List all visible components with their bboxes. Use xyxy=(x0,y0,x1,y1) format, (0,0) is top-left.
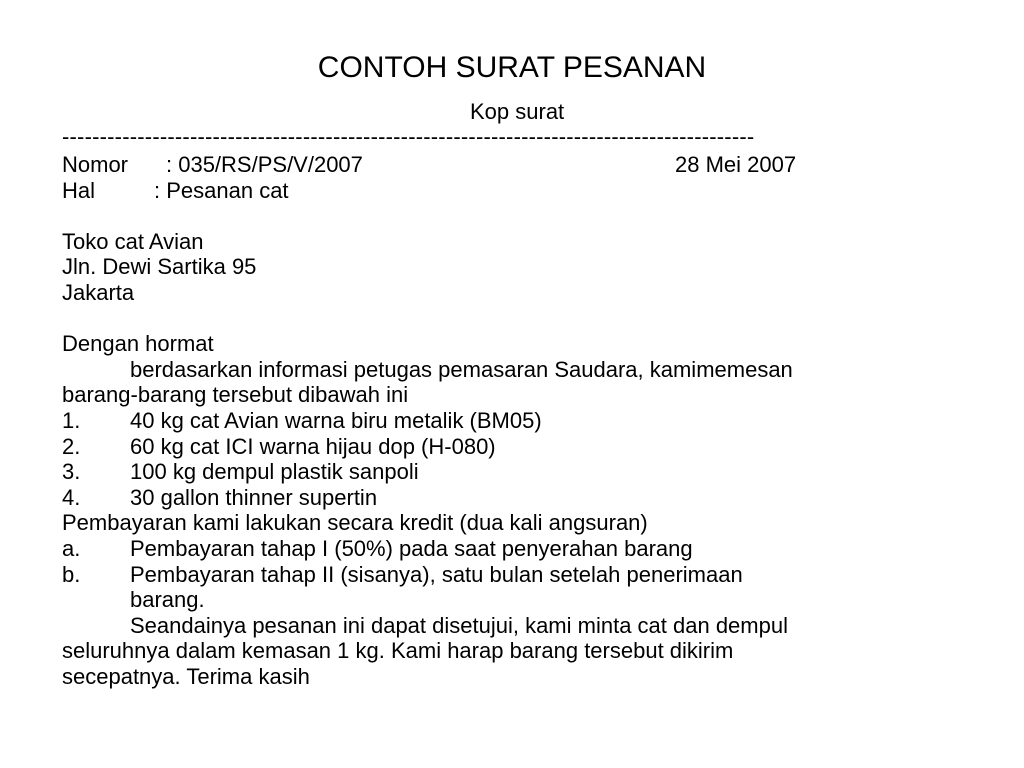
list-item xyxy=(62,408,942,434)
spacer xyxy=(62,306,942,332)
hal-line xyxy=(62,178,942,204)
list-item xyxy=(62,459,942,485)
spacer xyxy=(62,203,942,229)
page-title: CONTOH SURAT PESANAN xyxy=(317,51,707,84)
letter-body xyxy=(62,152,942,689)
hal-label: Hal xyxy=(62,177,96,203)
intro-line-1: berdasarkan informasi petugas pemasaran Saudara, kamimemesan xyxy=(130,356,793,382)
greeting: Dengan hormat xyxy=(62,331,214,357)
list-item xyxy=(62,434,942,460)
payment-item xyxy=(62,562,942,588)
list-item-number: 1. xyxy=(62,407,81,433)
payment-item-text: Pembayaran tahap I (50%) pada saat penyerahan barang xyxy=(130,535,693,561)
nomor-line xyxy=(62,152,942,178)
payment-item-letter: a. xyxy=(62,535,81,561)
nomor-label: Nomor xyxy=(62,152,129,177)
list-item-text: 30 gallon thinner supertin xyxy=(130,484,378,510)
closing-line-1: Seandainya pesanan ini dapat disetujui, kami minta cat dan dempul xyxy=(130,612,788,638)
payment-item-continuation: barang. xyxy=(130,587,205,613)
payment-intro: Pembayaran kami lakukan secara kredit (dua kali angsuran) xyxy=(62,510,648,536)
list-item-number: 3. xyxy=(62,459,81,485)
dashed-divider: -------------------------------------------------------------------------------------------- xyxy=(62,124,755,149)
list-item-text: 40 kg cat Avian warna biru metalik (BM05) xyxy=(130,407,542,433)
closing-line-2: seluruhnya dalam kemasan 1 kg. Kami harap barang tersebut dikirim xyxy=(62,638,734,664)
payment-item xyxy=(62,536,942,562)
list-item-text: 100 kg dempul plastik sanpoli xyxy=(130,459,419,485)
recipient-name: Toko cat Avian xyxy=(62,228,204,254)
list-item xyxy=(62,485,942,511)
closing-line-3: secepatnya. Terima kasih xyxy=(62,663,310,689)
payment-item-letter: b. xyxy=(62,561,81,587)
payment-item-text: Pembayaran tahap II (sisanya), satu bulan setelah penerimaan xyxy=(130,561,743,587)
recipient-street: Jln. Dewi Sartika 95 xyxy=(62,254,257,280)
nomor-value: : 035/RS/PS/V/2007 xyxy=(166,152,363,177)
list-item-number: 4. xyxy=(62,484,81,510)
list-item-text: 60 kg cat ICI warna hijau dop (H-080) xyxy=(130,433,496,459)
letterhead-label: Kop surat xyxy=(470,99,565,124)
letter-date: 28 Mei 2007 xyxy=(675,152,797,177)
recipient-city: Jakarta xyxy=(62,279,135,305)
intro-line-2: barang-barang tersebut dibawah ini xyxy=(62,382,409,408)
list-item-number: 2. xyxy=(62,433,81,459)
hal-value: : Pesanan cat xyxy=(154,177,289,203)
